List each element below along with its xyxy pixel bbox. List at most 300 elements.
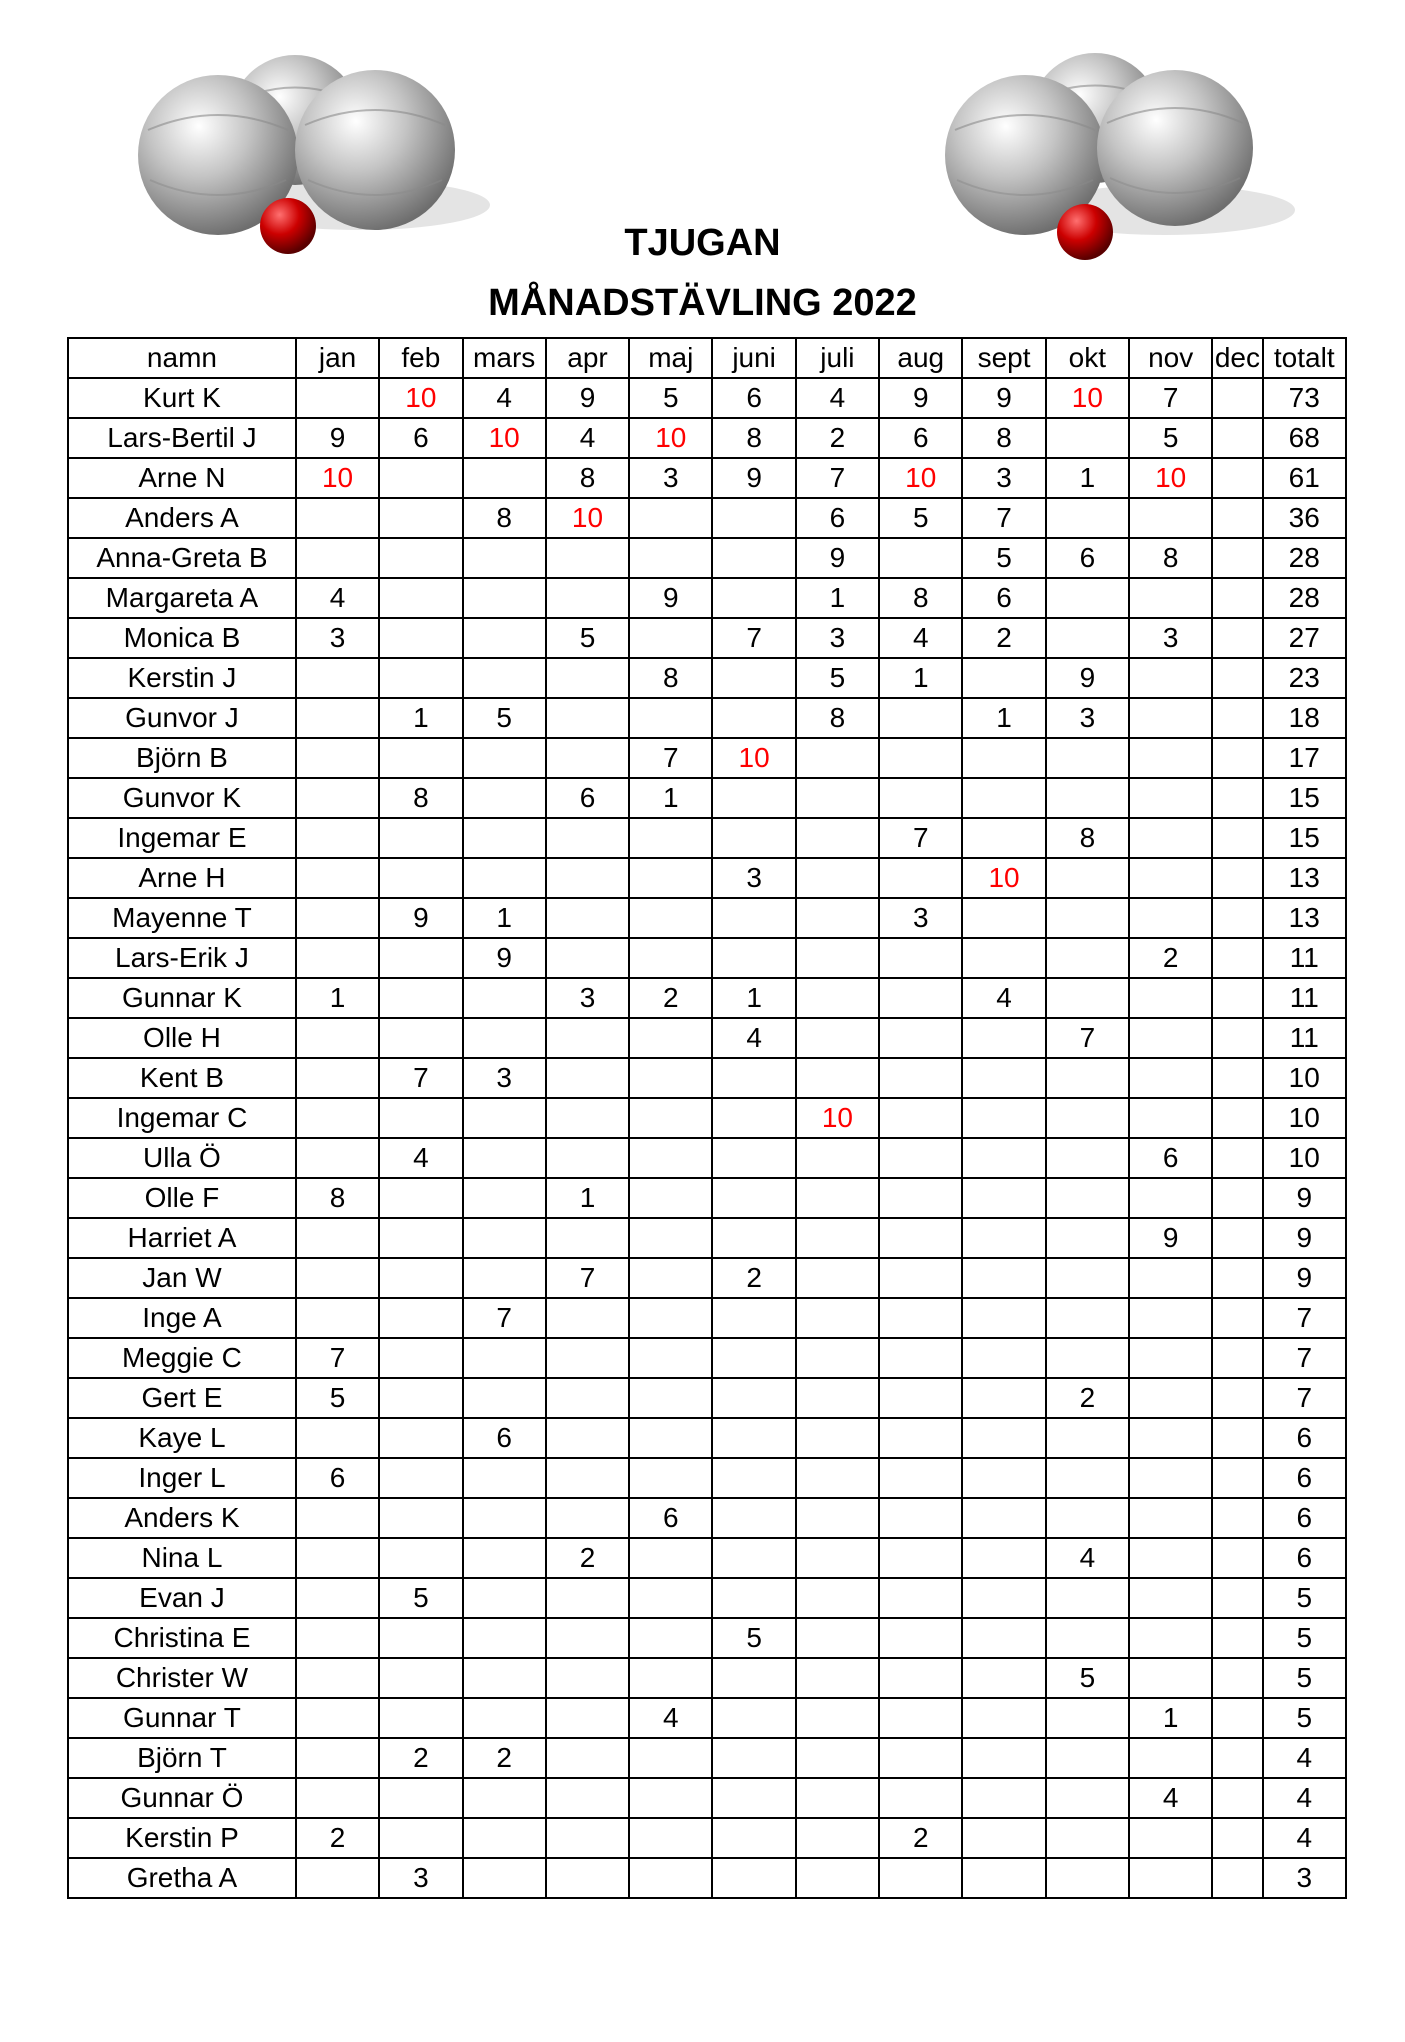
score-cell-dec [1212, 1778, 1262, 1818]
score-cell-juli [796, 1458, 879, 1498]
score-cell-okt [1046, 1458, 1129, 1498]
score-cell-juni [712, 698, 795, 738]
score-cell-jan: 5 [296, 1378, 379, 1418]
table-row [68, 978, 1346, 1018]
score-cell-mars [463, 1378, 546, 1418]
score-cell-jan: 10 [296, 458, 379, 498]
score-cell-nov [1129, 1298, 1212, 1338]
score-cell-okt [1046, 1858, 1129, 1898]
total-cell: 18 [1263, 698, 1346, 738]
total-cell: 23 [1263, 658, 1346, 698]
table-row [68, 1458, 1346, 1498]
score-cell-juni: 7 [712, 618, 795, 658]
score-cell-okt [1046, 1738, 1129, 1778]
score-cell-apr: 5 [546, 618, 629, 658]
total-cell: 6 [1263, 1418, 1346, 1458]
score-cell-jan [296, 1738, 379, 1778]
score-cell-dec [1212, 1658, 1262, 1698]
score-cell-maj: 3 [629, 458, 712, 498]
score-cell-jan [296, 1058, 379, 1098]
score-cell-dec [1212, 1378, 1262, 1418]
score-cell-feb [379, 1178, 462, 1218]
score-cell-juni: 9 [712, 458, 795, 498]
score-cell-maj [629, 1018, 712, 1058]
score-cell-juni: 5 [712, 1618, 795, 1658]
total-cell: 9 [1263, 1218, 1346, 1258]
table-row [68, 378, 1346, 418]
score-cell-dec [1212, 1178, 1262, 1218]
player-name: Inge A [68, 1298, 296, 1338]
score-cell-jan [296, 1618, 379, 1658]
table-row [68, 618, 1346, 658]
score-cell-feb [379, 1698, 462, 1738]
score-cell-okt [1046, 978, 1129, 1018]
score-cell-okt [1046, 578, 1129, 618]
score-cell-maj [629, 498, 712, 538]
score-cell-okt [1046, 418, 1129, 458]
player-name: Meggie C [68, 1338, 296, 1378]
score-cell-dec [1212, 738, 1262, 778]
score-cell-dec [1212, 1818, 1262, 1858]
score-cell-juli [796, 1058, 879, 1098]
score-cell-mars [463, 778, 546, 818]
score-cell-mars [463, 1138, 546, 1178]
total-cell: 15 [1263, 818, 1346, 858]
score-cell-maj [629, 1378, 712, 1418]
score-cell-okt: 7 [1046, 1018, 1129, 1058]
column-header-dec: dec [1212, 338, 1262, 378]
table-row [68, 1138, 1346, 1178]
score-cell-feb [379, 1018, 462, 1058]
score-cell-dec [1212, 1098, 1262, 1138]
score-cell-okt [1046, 1498, 1129, 1538]
score-cell-feb: 9 [379, 898, 462, 938]
score-cell-mars [463, 1178, 546, 1218]
score-cell-aug [879, 1778, 962, 1818]
score-cell-mars [463, 1258, 546, 1298]
player-name: Mayenne T [68, 898, 296, 938]
score-cell-maj [629, 1418, 712, 1458]
score-cell-juli [796, 1698, 879, 1738]
header-row [68, 338, 1346, 378]
score-cell-feb: 7 [379, 1058, 462, 1098]
table-row [68, 498, 1346, 538]
score-cell-juli: 6 [796, 498, 879, 538]
score-cell-dec [1212, 1618, 1262, 1658]
score-cell-dec [1212, 418, 1262, 458]
score-cell-aug [879, 1418, 962, 1458]
column-header-juli: juli [796, 338, 879, 378]
score-cell-aug: 8 [879, 578, 962, 618]
score-cell-okt: 6 [1046, 538, 1129, 578]
score-cell-juli: 7 [796, 458, 879, 498]
score-cell-jan [296, 1658, 379, 1698]
score-cell-aug [879, 1178, 962, 1218]
score-cell-okt [1046, 1418, 1129, 1458]
score-cell-feb [379, 818, 462, 858]
score-cell-sept [962, 1058, 1045, 1098]
score-cell-maj: 7 [629, 738, 712, 778]
score-cell-feb [379, 978, 462, 1018]
table-row [68, 1218, 1346, 1258]
column-header-nov: nov [1129, 338, 1212, 378]
score-cell-mars: 7 [463, 1298, 546, 1338]
score-cell-okt [1046, 898, 1129, 938]
score-cell-okt [1046, 1778, 1129, 1818]
score-cell-feb [379, 1538, 462, 1578]
score-cell-apr [546, 1498, 629, 1538]
player-name: Ingemar E [68, 818, 296, 858]
score-cell-okt [1046, 618, 1129, 658]
score-cell-dec [1212, 1738, 1262, 1778]
score-cell-juli [796, 1418, 879, 1458]
score-cell-nov: 1 [1129, 1698, 1212, 1738]
score-cell-juni: 1 [712, 978, 795, 1018]
player-name: Lars-Erik J [68, 938, 296, 978]
score-cell-maj [629, 1058, 712, 1098]
table-row [68, 1738, 1346, 1778]
score-cell-apr [546, 1338, 629, 1378]
score-cell-juni [712, 1138, 795, 1178]
table-row [68, 938, 1346, 978]
player-name: Jan W [68, 1258, 296, 1298]
score-cell-jan [296, 1018, 379, 1058]
score-cell-maj [629, 1618, 712, 1658]
score-cell-sept: 6 [962, 578, 1045, 618]
score-cell-nov [1129, 498, 1212, 538]
score-cell-juni [712, 1778, 795, 1818]
score-cell-feb [379, 1298, 462, 1338]
score-cell-dec [1212, 458, 1262, 498]
score-cell-dec [1212, 1458, 1262, 1498]
total-cell: 9 [1263, 1178, 1346, 1218]
score-cell-mars [463, 538, 546, 578]
score-cell-feb [379, 1618, 462, 1658]
score-cell-maj [629, 1818, 712, 1858]
score-cell-mars [463, 1778, 546, 1818]
score-cell-maj [629, 1258, 712, 1298]
score-cell-aug [879, 778, 962, 818]
score-cell-dec [1212, 1138, 1262, 1178]
score-cell-feb [379, 538, 462, 578]
score-cell-juli [796, 1738, 879, 1778]
score-cell-nov [1129, 1738, 1212, 1778]
score-cell-apr [546, 1578, 629, 1618]
score-cell-juni [712, 1698, 795, 1738]
score-cell-nov [1129, 1018, 1212, 1058]
score-cell-sept [962, 1738, 1045, 1778]
score-cell-sept [962, 1538, 1045, 1578]
table-row [68, 1058, 1346, 1098]
score-cell-mars [463, 1578, 546, 1618]
score-cell-aug [879, 538, 962, 578]
total-cell: 36 [1263, 498, 1346, 538]
score-cell-juli [796, 938, 879, 978]
score-cell-jan [296, 538, 379, 578]
player-name: Olle H [68, 1018, 296, 1058]
score-cell-mars: 2 [463, 1738, 546, 1778]
score-cell-juni [712, 578, 795, 618]
score-cell-mars [463, 858, 546, 898]
player-name: Inger L [68, 1458, 296, 1498]
score-cell-apr [546, 1858, 629, 1898]
score-cell-apr [546, 1738, 629, 1778]
score-cell-dec [1212, 1338, 1262, 1378]
score-cell-jan [296, 698, 379, 738]
score-cell-juli [796, 1858, 879, 1898]
score-cell-aug [879, 1138, 962, 1178]
score-cell-maj [629, 1858, 712, 1898]
score-cell-feb: 3 [379, 1858, 462, 1898]
score-cell-juni [712, 938, 795, 978]
score-cell-juli [796, 738, 879, 778]
score-cell-apr: 6 [546, 778, 629, 818]
score-cell-sept [962, 1858, 1045, 1898]
table-row [68, 658, 1346, 698]
score-cell-juli [796, 1218, 879, 1258]
table-row [68, 1338, 1346, 1378]
score-cell-juni: 3 [712, 858, 795, 898]
score-cell-juni [712, 1178, 795, 1218]
score-cell-juli: 9 [796, 538, 879, 578]
score-cell-jan [296, 1858, 379, 1898]
score-cell-maj [629, 1138, 712, 1178]
score-cell-apr [546, 818, 629, 858]
score-cell-dec [1212, 778, 1262, 818]
score-cell-feb: 1 [379, 698, 462, 738]
score-cell-jan: 3 [296, 618, 379, 658]
score-cell-sept: 7 [962, 498, 1045, 538]
score-cell-aug [879, 1098, 962, 1138]
score-cell-dec [1212, 1538, 1262, 1578]
score-cell-jan [296, 1538, 379, 1578]
score-cell-dec [1212, 1858, 1262, 1898]
score-cell-aug [879, 1218, 962, 1258]
score-cell-feb [379, 618, 462, 658]
column-header-feb: feb [379, 338, 462, 378]
player-name: Gunnar T [68, 1698, 296, 1738]
column-header-name: namn [68, 338, 296, 378]
score-cell-apr: 4 [546, 418, 629, 458]
score-cell-nov [1129, 1178, 1212, 1218]
score-cell-jan [296, 658, 379, 698]
score-cell-okt: 1 [1046, 458, 1129, 498]
score-cell-maj [629, 698, 712, 738]
score-cell-maj: 8 [629, 658, 712, 698]
table-row [68, 1618, 1346, 1658]
score-cell-nov [1129, 1658, 1212, 1698]
score-cell-jan [296, 1698, 379, 1738]
score-cell-dec [1212, 618, 1262, 658]
score-cell-jan [296, 1098, 379, 1138]
score-cell-jan [296, 378, 379, 418]
total-cell: 28 [1263, 538, 1346, 578]
score-cell-juli: 5 [796, 658, 879, 698]
score-cell-mars [463, 1538, 546, 1578]
score-cell-juni: 6 [712, 378, 795, 418]
player-name: Anna-Greta B [68, 538, 296, 578]
score-cell-dec [1212, 578, 1262, 618]
score-cell-nov [1129, 1858, 1212, 1898]
score-cell-nov [1129, 1258, 1212, 1298]
total-cell: 5 [1263, 1658, 1346, 1698]
player-name: Björn T [68, 1738, 296, 1778]
table-row [68, 1098, 1346, 1138]
score-cell-juli [796, 1378, 879, 1418]
score-cell-juni [712, 1418, 795, 1458]
score-cell-juli [796, 1538, 879, 1578]
player-name: Margareta A [68, 578, 296, 618]
score-cell-sept [962, 1698, 1045, 1738]
score-table [67, 337, 1347, 1899]
score-cell-aug [879, 1458, 962, 1498]
score-cell-aug [879, 1378, 962, 1418]
score-cell-apr: 1 [546, 1178, 629, 1218]
score-cell-sept [962, 1298, 1045, 1338]
score-cell-okt [1046, 1258, 1129, 1298]
score-cell-juni [712, 1058, 795, 1098]
player-name: Ingemar C [68, 1098, 296, 1138]
score-cell-sept [962, 1338, 1045, 1378]
score-cell-dec [1212, 1298, 1262, 1338]
score-cell-nov [1129, 778, 1212, 818]
column-header-total: totalt [1263, 338, 1346, 378]
total-cell: 27 [1263, 618, 1346, 658]
table-row [68, 858, 1346, 898]
score-cell-sept [962, 1778, 1045, 1818]
score-cell-juli [796, 778, 879, 818]
table-row [68, 458, 1346, 498]
score-cell-aug [879, 1298, 962, 1338]
score-cell-nov [1129, 578, 1212, 618]
score-cell-jan [296, 1298, 379, 1338]
total-cell: 68 [1263, 418, 1346, 458]
total-cell: 13 [1263, 858, 1346, 898]
score-cell-mars [463, 1218, 546, 1258]
score-cell-maj [629, 1578, 712, 1618]
score-cell-apr [546, 1458, 629, 1498]
score-cell-nov [1129, 1458, 1212, 1498]
table-row [68, 698, 1346, 738]
score-cell-mars: 9 [463, 938, 546, 978]
score-cell-feb: 8 [379, 778, 462, 818]
score-cell-maj: 9 [629, 578, 712, 618]
total-cell: 9 [1263, 1258, 1346, 1298]
score-cell-mars: 10 [463, 418, 546, 458]
score-cell-feb [379, 1258, 462, 1298]
player-name: Monica B [68, 618, 296, 658]
score-cell-dec [1212, 1578, 1262, 1618]
table-row [68, 1698, 1346, 1738]
total-cell: 13 [1263, 898, 1346, 938]
score-cell-nov [1129, 1418, 1212, 1458]
score-cell-okt: 9 [1046, 658, 1129, 698]
score-cell-juni [712, 1658, 795, 1698]
score-cell-juni [712, 778, 795, 818]
score-cell-aug [879, 1578, 962, 1618]
score-cell-maj [629, 1458, 712, 1498]
score-cell-dec [1212, 1418, 1262, 1458]
score-cell-juli: 3 [796, 618, 879, 658]
score-cell-aug: 10 [879, 458, 962, 498]
score-cell-sept: 5 [962, 538, 1045, 578]
table-row [68, 538, 1346, 578]
score-cell-okt [1046, 1578, 1129, 1618]
score-cell-aug: 5 [879, 498, 962, 538]
score-cell-okt [1046, 1698, 1129, 1738]
score-cell-apr [546, 858, 629, 898]
score-cell-apr: 10 [546, 498, 629, 538]
score-cell-okt [1046, 1138, 1129, 1178]
score-cell-sept [962, 1498, 1045, 1538]
score-cell-juli: 10 [796, 1098, 879, 1138]
score-cell-apr [546, 1818, 629, 1858]
score-cell-aug [879, 858, 962, 898]
total-cell: 7 [1263, 1338, 1346, 1378]
score-cell-dec [1212, 658, 1262, 698]
total-cell: 10 [1263, 1098, 1346, 1138]
score-cell-juli [796, 1138, 879, 1178]
score-cell-sept: 1 [962, 698, 1045, 738]
column-header-okt: okt [1046, 338, 1129, 378]
player-name: Olle F [68, 1178, 296, 1218]
score-cell-jan: 4 [296, 578, 379, 618]
score-cell-juli [796, 1778, 879, 1818]
score-cell-nov: 9 [1129, 1218, 1212, 1258]
score-cell-okt [1046, 1818, 1129, 1858]
score-cell-sept: 4 [962, 978, 1045, 1018]
score-cell-nov: 4 [1129, 1778, 1212, 1818]
score-cell-jan [296, 898, 379, 938]
player-name: Gunvor K [68, 778, 296, 818]
score-cell-juni [712, 1218, 795, 1258]
score-cell-sept [962, 1098, 1045, 1138]
score-cell-maj [629, 1178, 712, 1218]
score-cell-nov [1129, 1578, 1212, 1618]
score-cell-sept: 8 [962, 418, 1045, 458]
column-header-aug: aug [879, 338, 962, 378]
score-cell-aug [879, 1498, 962, 1538]
score-cell-mars [463, 1498, 546, 1538]
total-cell: 6 [1263, 1538, 1346, 1578]
score-cell-nov [1129, 898, 1212, 938]
score-cell-mars [463, 658, 546, 698]
score-cell-apr [546, 1058, 629, 1098]
score-cell-nov [1129, 1538, 1212, 1578]
score-cell-sept [962, 938, 1045, 978]
score-cell-maj [629, 818, 712, 858]
score-cell-maj [629, 938, 712, 978]
player-name: Christina E [68, 1618, 296, 1658]
score-cell-maj: 6 [629, 1498, 712, 1538]
score-cell-sept [962, 818, 1045, 858]
table-row [68, 1658, 1346, 1698]
score-cell-apr [546, 1018, 629, 1058]
player-name: Kurt K [68, 378, 296, 418]
total-cell: 7 [1263, 1378, 1346, 1418]
score-cell-juni [712, 1378, 795, 1418]
score-cell-jan: 2 [296, 1818, 379, 1858]
score-cell-maj: 4 [629, 1698, 712, 1738]
player-name: Anders K [68, 1498, 296, 1538]
score-cell-jan [296, 1138, 379, 1178]
score-cell-juni [712, 1818, 795, 1858]
score-cell-nov [1129, 658, 1212, 698]
score-cell-mars [463, 1338, 546, 1378]
score-cell-nov [1129, 1338, 1212, 1378]
score-cell-sept [962, 1658, 1045, 1698]
score-cell-feb [379, 938, 462, 978]
